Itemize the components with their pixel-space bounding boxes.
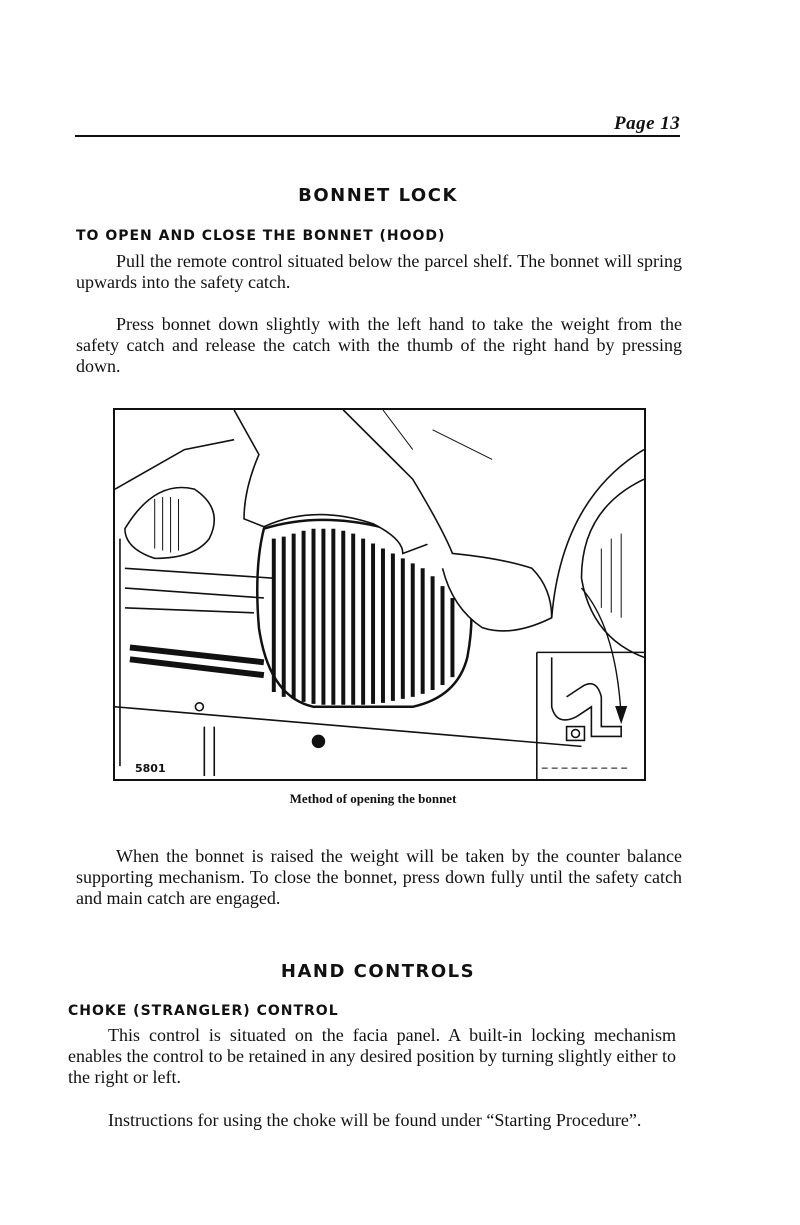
figure-caption: Method of opening the bonnet	[289, 791, 457, 806]
release-arrowhead	[616, 707, 626, 722]
figure-number: 5801	[135, 762, 166, 775]
grille-slats	[274, 529, 453, 705]
bolt	[195, 703, 203, 711]
bumper-lines-left	[125, 568, 274, 613]
paragraph-press-bonnet	[76, 314, 682, 377]
section-title-hand-controls: HAND CONTROLS	[280, 961, 476, 982]
paragraph-text: Press bonnet down slightly with the left hand to take the weight from the safety catch and release the catch with the thumb of the right hand by pressing down.	[76, 314, 682, 376]
air-intake-left	[130, 647, 264, 675]
right-wing-edge	[552, 450, 644, 618]
inset-frame	[537, 652, 644, 779]
paragraph-text: Instructions for using the choke will be found under “Starting Procedure”.	[108, 1110, 642, 1130]
subheading-choke-control: CHOKE (STRANGLER) CONTROL	[68, 1003, 339, 1019]
paragraph-text: This control is situated on the facia panel. A built-in locking mechanism enables the control to be retained in any desired position by turning slightly either to the right or left.	[68, 1025, 676, 1087]
catch-pivot	[572, 730, 580, 738]
paragraph-remote-control	[76, 251, 682, 293]
page-number: Page 13	[614, 113, 681, 134]
headlamp-hatching	[155, 497, 179, 552]
sleeve-lines	[383, 410, 492, 459]
left-headlamp	[125, 487, 214, 558]
subheading-open-close-bonnet: TO OPEN AND CLOSE THE BONNET (HOOD)	[76, 228, 446, 244]
bonnet-illustration	[115, 410, 644, 779]
catch-bracket	[567, 727, 585, 741]
figure-bonnet-opening	[113, 408, 646, 781]
paragraph-choke-instructions	[68, 1110, 676, 1131]
paragraph-choke-facia	[68, 1025, 676, 1088]
paragraph-text: Pull the remote control situated below the parcel shelf. The bonnet will spring upwards into the safety catch.	[76, 251, 682, 292]
section-title-bonnet-lock: BONNET LOCK	[298, 185, 458, 206]
lower-valance	[115, 707, 581, 747]
paragraph-text: When the bonnet is raised the weight will be taken by the counter balance supporting mechanism. To close the bonnet, press down fully until the safety catch and main catch are engaged.	[76, 846, 682, 908]
number-plate-bracket	[204, 727, 214, 776]
bonnet-edge-line	[115, 440, 234, 489]
starting-handle-hole	[313, 735, 325, 747]
right-headlamp	[581, 479, 644, 657]
paragraph-bonnet-raised	[76, 846, 682, 909]
header-rule	[75, 135, 680, 137]
safety-catch-lever	[552, 657, 621, 736]
right-headlamp-hatching	[601, 534, 621, 618]
